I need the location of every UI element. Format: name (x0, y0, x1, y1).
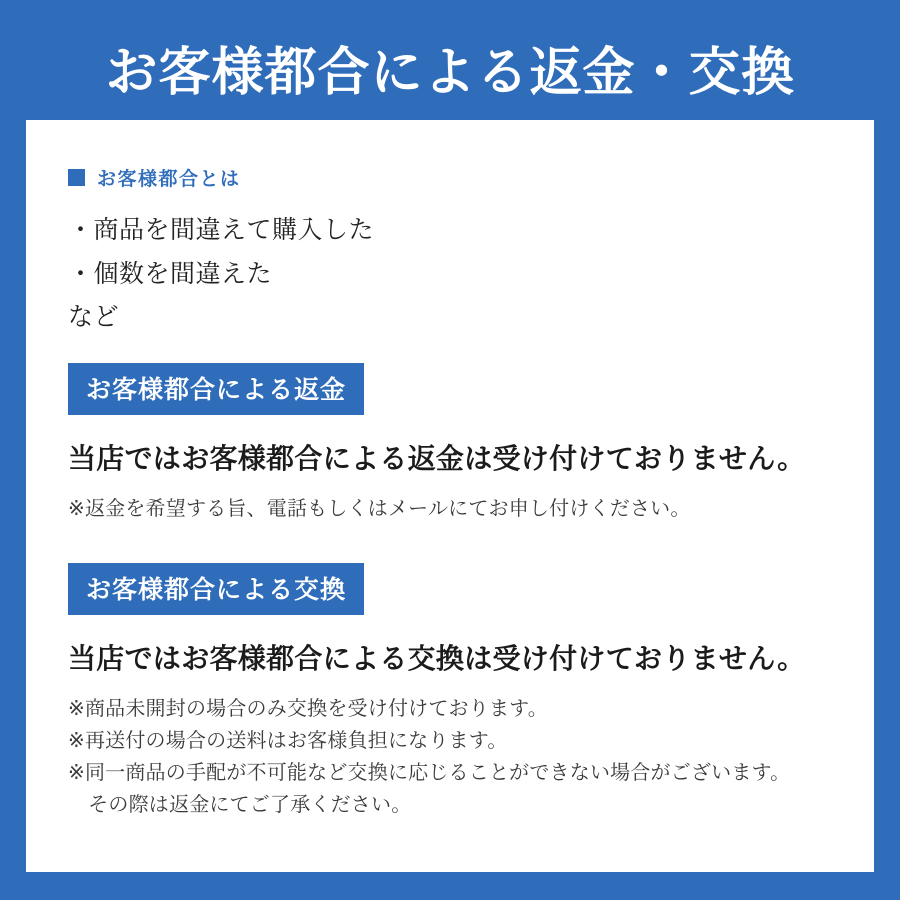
definition-heading-label: お客様都合とは (97, 169, 241, 190)
square-bullet-icon (68, 169, 85, 186)
section-lead-exchange: 当店ではお客様都合による交換は受け付けておりません。 (68, 642, 806, 674)
note-line: ※再送付の場合の送料はお客様負担になります。 (68, 729, 508, 752)
section-notes-refund (68, 493, 832, 525)
page-header (26, 28, 874, 120)
note-line: その際は返金にてご了承ください。 (68, 793, 412, 816)
note-line: ※同一商品の手配が不可能など交換に応じることができない場合がございます。 (68, 761, 791, 784)
section-notes-exchange (68, 693, 832, 821)
section-divider-space (68, 529, 832, 563)
definition-heading (68, 164, 832, 191)
page-title: お客様都合による返金・交換 (105, 44, 795, 103)
definition-item: ・商品を間違えて購入した (68, 216, 375, 244)
section-banner-exchange: お客様都合による交換 (68, 563, 364, 615)
definition-item: ・個数を間違えた (68, 259, 273, 288)
section-lead-refund: 当店ではお客様都合による返金は受け付けておりません。 (68, 442, 806, 474)
note-line: ※返金を希望する旨、電話もしくはメールにてお申し付けください。 (68, 497, 691, 520)
content-card (26, 120, 874, 872)
definition-etc: など (68, 302, 120, 331)
note-line: ※商品未開封の場合のみ交換を受け付けております。 (68, 697, 548, 720)
section-banner-refund: お客様都合による返金 (68, 363, 364, 415)
